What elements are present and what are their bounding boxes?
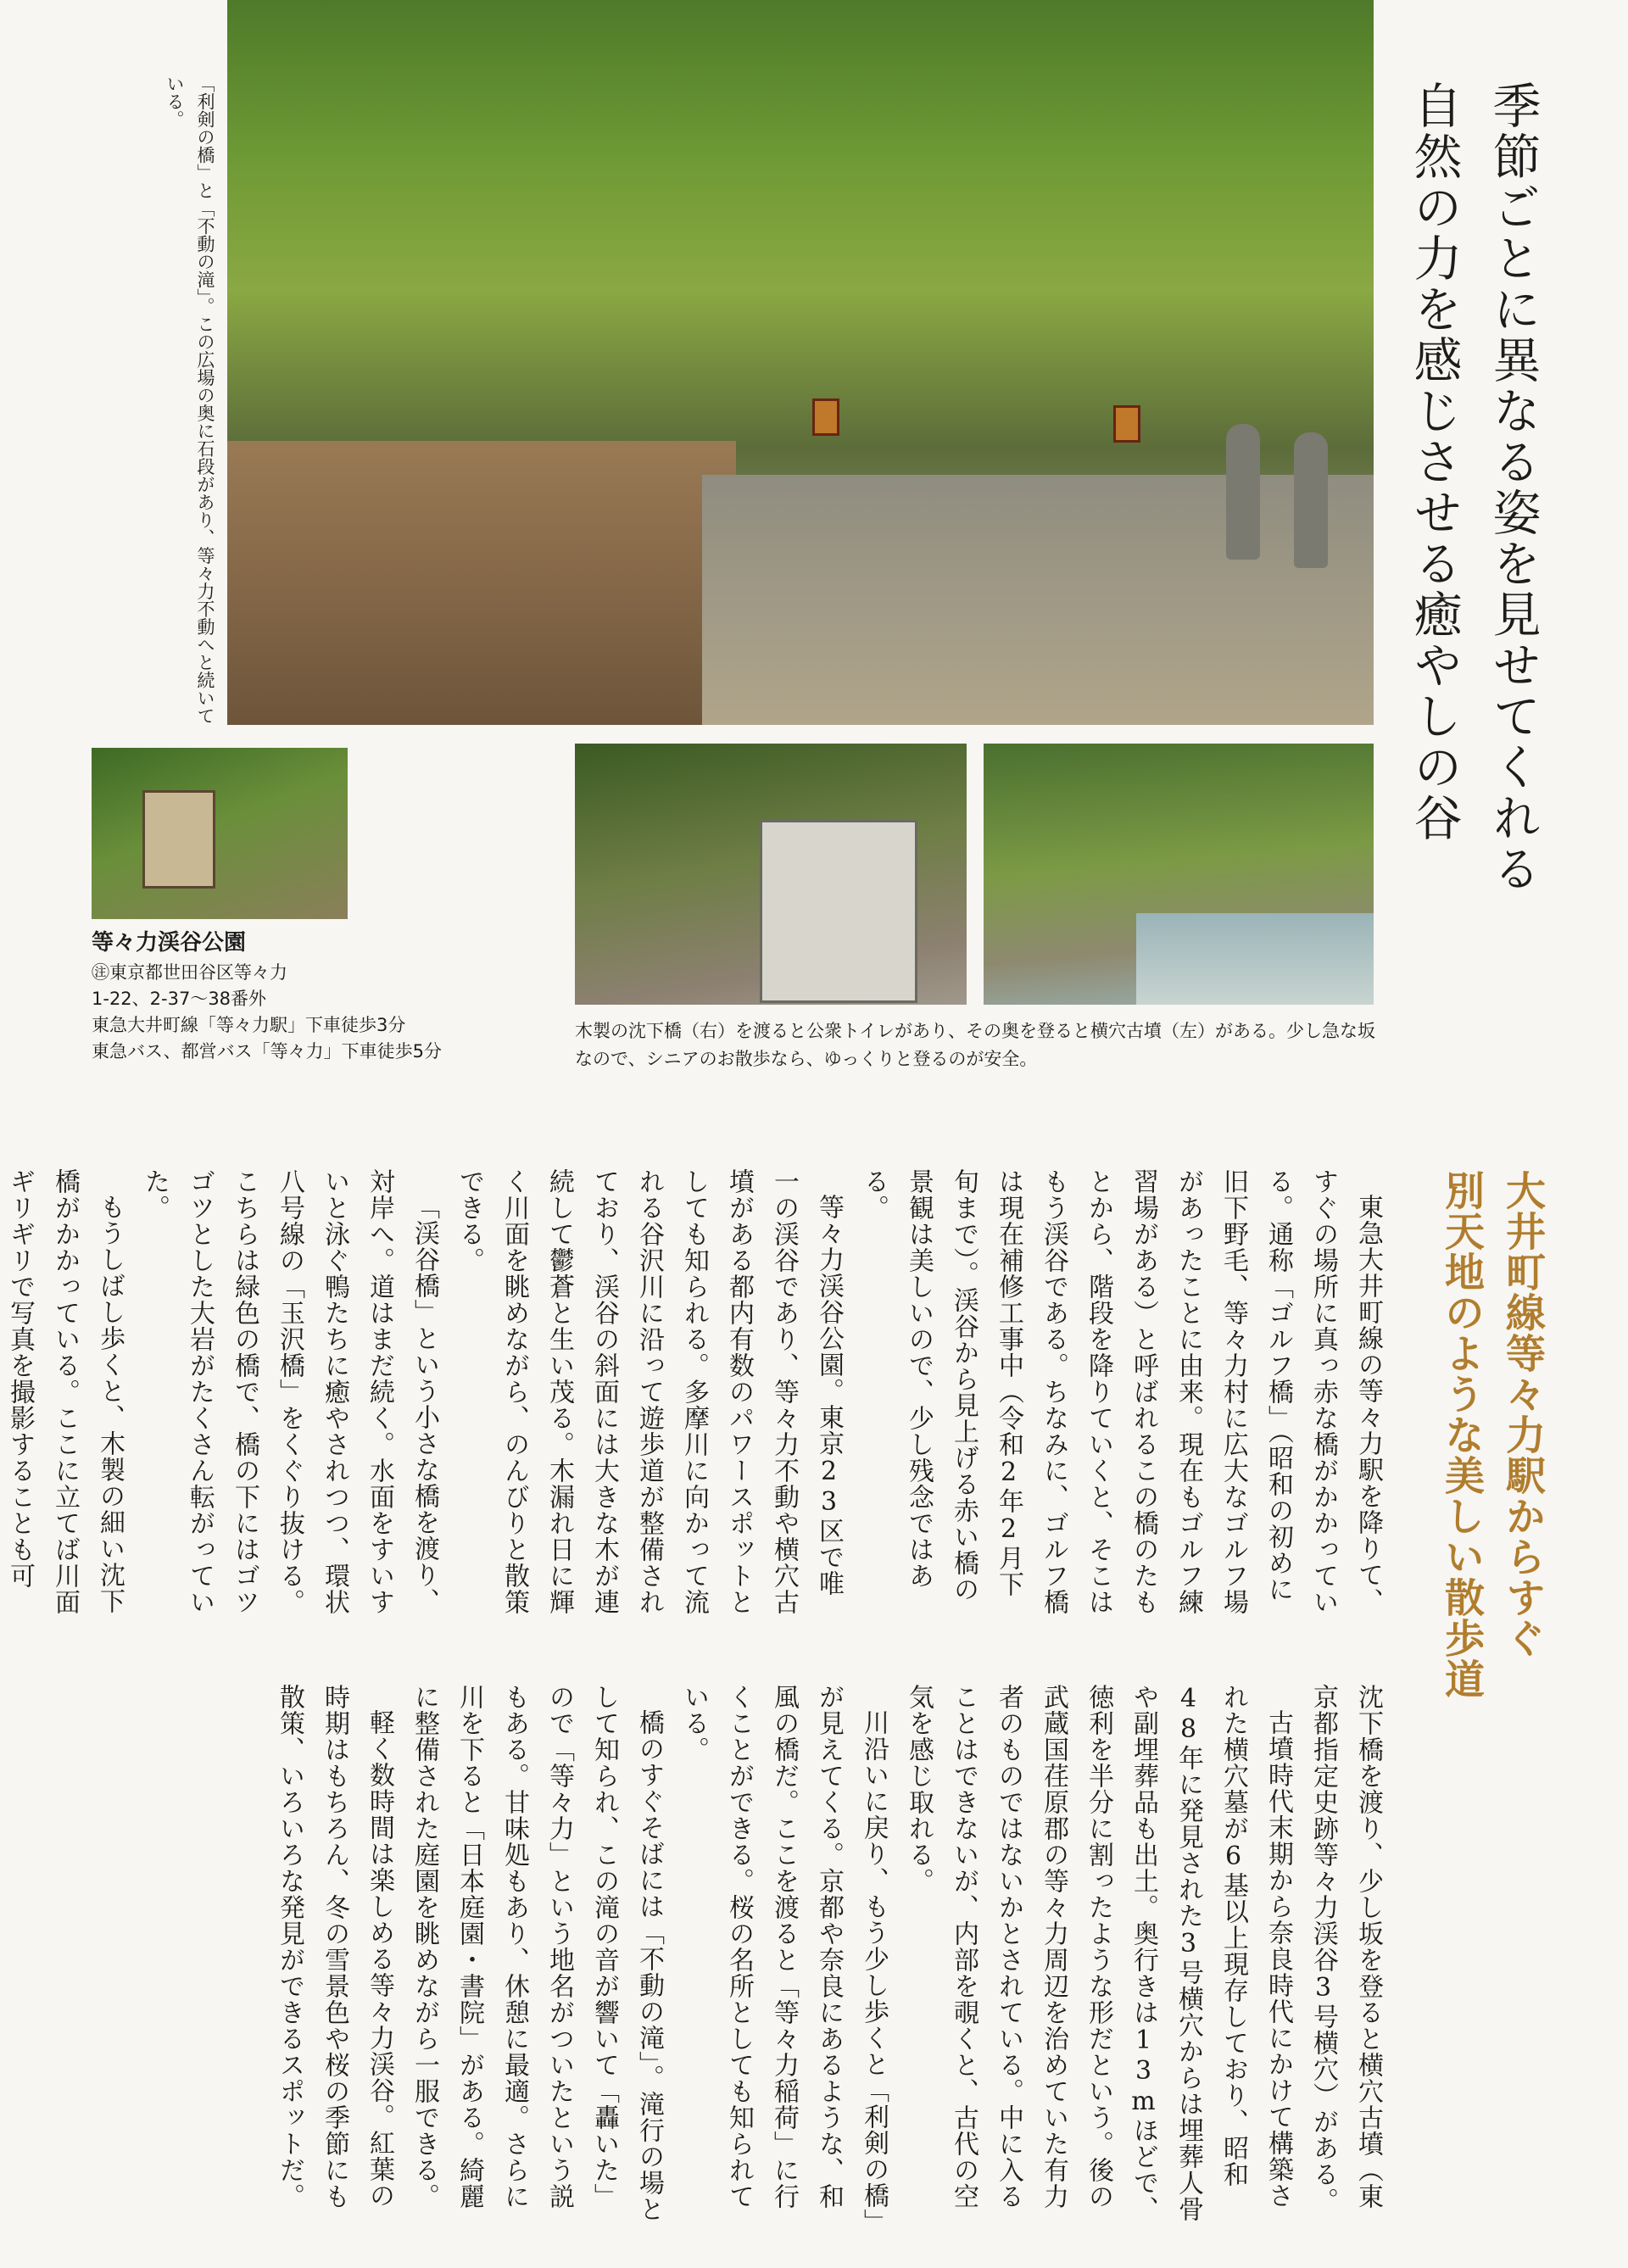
body-paragraph: 「渓谷橋」という小さな橋を渡り、対岸へ。道はまだ続く。水面をすいすいと泳ぐ鴨たちに癒やされつつ、環状八号線の「玉沢橋」をくぐり抜ける。こちらは緑色の橋で、橋の下にはゴツゴツとした大岩がたくさん転がっていた。 <box>140 1168 439 1615</box>
article-body-lower <box>153 1684 1391 2226</box>
wooden-bridge-shape <box>227 441 736 725</box>
article-body-upper <box>5 1168 1391 1616</box>
sign-board-shape <box>142 790 215 889</box>
body-paragraph: 古墳時代末期から奈良時代にかけて構築された横穴墓が6基以上現存しており、昭和48年に発見された3号横穴からは埋葬人骨や副埋葬品も出土。奥行きは13mほどで、徳利を半分に割ったような形だという。後の武蔵国荏原郡の等々力周辺を治めていた有力者のものではないかとされている。中に入ることはできないが、内部を覗くと、古代の空気を感じ取れる。 <box>904 1684 1293 2222</box>
body-paragraph: 沈下橋を渡り、少し坂を登ると横穴古墳（東京都指定史跡等々力渓谷3号横穴）がある。 <box>1308 1684 1383 2214</box>
park-sign-photo <box>92 748 348 919</box>
park-name: 等々力渓谷公園 <box>92 930 247 956</box>
main-photo-caption: 「利剣の橋」と「不動の滝」。この広場の奥に石段があり、等々力不動へと続いている。 <box>164 75 215 725</box>
park-info-block <box>92 930 442 1065</box>
body-paragraph: 軽く数時間は楽しめる等々力渓谷。紅葉の時期はもちろん、冬の雪景色や桜の季節にも散策、いろいろな発見ができるスポットだ。 <box>275 1684 394 2209</box>
park-access-1: 東急大井町線「等々力駅」下車徒歩3分 <box>92 1015 406 1035</box>
park-address-2: 1-22、2-37〜38番外 <box>92 989 267 1009</box>
page-title-line-1: 季節ごとに異なる姿を見せてくれる <box>1485 81 1541 894</box>
body-paragraph: 川沿いに戻り、もう少し歩くと「利剣の橋」が見えてくる。京都や奈良にあるような、和風の橋だ。ここを渡ると「等々力稲荷」に行くことができる。桜の名所としても知られている。 <box>679 1684 889 2222</box>
section-subtitle-line-1: 大井町線等々力駅からすぐ <box>1499 1170 1546 1658</box>
stone-path-shape <box>702 475 1374 725</box>
lantern-left <box>812 398 839 436</box>
park-address-1: ㊟東京都世田谷区等々力 <box>92 962 287 983</box>
body-paragraph: 東急大井町線の等々力駅を降りて、すぐの場所に真っ赤な橋がかかっている。通称「ゴルフ橋」（昭和の初めに旧下野毛、等々力村に広大なゴルフ場があったことに由来。現在もゴルフ練習場がある）と呼ばれるこの橋のたもとから、階段を降りていくと、そこはもう渓谷である。ちなみに、ゴルフ橋は現在補修工事中（令和2年2月下旬まで）。渓谷から見上げる赤い橋の景観は美しいので、少し残念ではある。 <box>859 1168 1383 1615</box>
statue-right <box>1294 432 1328 568</box>
body-paragraph: 橋のすぐそばには「不動の滝」。滝行の場として知られ、この滝の音が響いて「轟いた」ので「等々力」という地名がついたという説もある。甘味処もあり、休憩に最適。さらに川を下ると「日本庭園・書院」がある。綺麗に整備された庭園を眺めながら一服できる。 <box>410 1684 664 2222</box>
tomb-path-photo <box>575 744 967 1005</box>
lantern-right <box>1113 405 1140 443</box>
stream-water-shape <box>1136 913 1374 1005</box>
main-photo-bridge-valley <box>227 0 1374 725</box>
statue-left <box>1226 424 1260 560</box>
small-photos-caption: 木製の沈下橋（右）を渡ると公衆トイレがあり、その奥を登ると横穴古墳（左）がある。少し急な坂なので、シニアのお散歩なら、ゆっくりと登るのが安全。 <box>575 1021 1375 1069</box>
info-panel-shape <box>760 820 917 1003</box>
body-paragraph: 等々力渓谷公園。東京23区で唯一の渓谷であり、等々力不動や横穴古墳がある都内有数のパワースポットとしても知られる。多摩川に向かって流れる谷沢川に沿って遊歩道が整備されており、渓谷の斜面には大きな木が連続して鬱蒼と生い茂る。木漏れ日に輝く川面を眺めながら、のんびりと散策できる。 <box>454 1168 844 1615</box>
stream-bridge-photo <box>984 744 1374 1005</box>
park-access-2: 東急バス、都営バス「等々力」下車徒歩5分 <box>92 1041 442 1062</box>
page-title-line-2: 自然の力を感じさせる癒やしの谷 <box>1406 81 1462 844</box>
body-paragraph: もうしばし歩くと、木製の細い沈下橋がかかっている。ここに立てば川面ギリギリで写真を撮影することも可 <box>5 1168 125 1615</box>
section-subtitle-line-2: 別天地のような美しい散歩道 <box>1438 1170 1485 1699</box>
